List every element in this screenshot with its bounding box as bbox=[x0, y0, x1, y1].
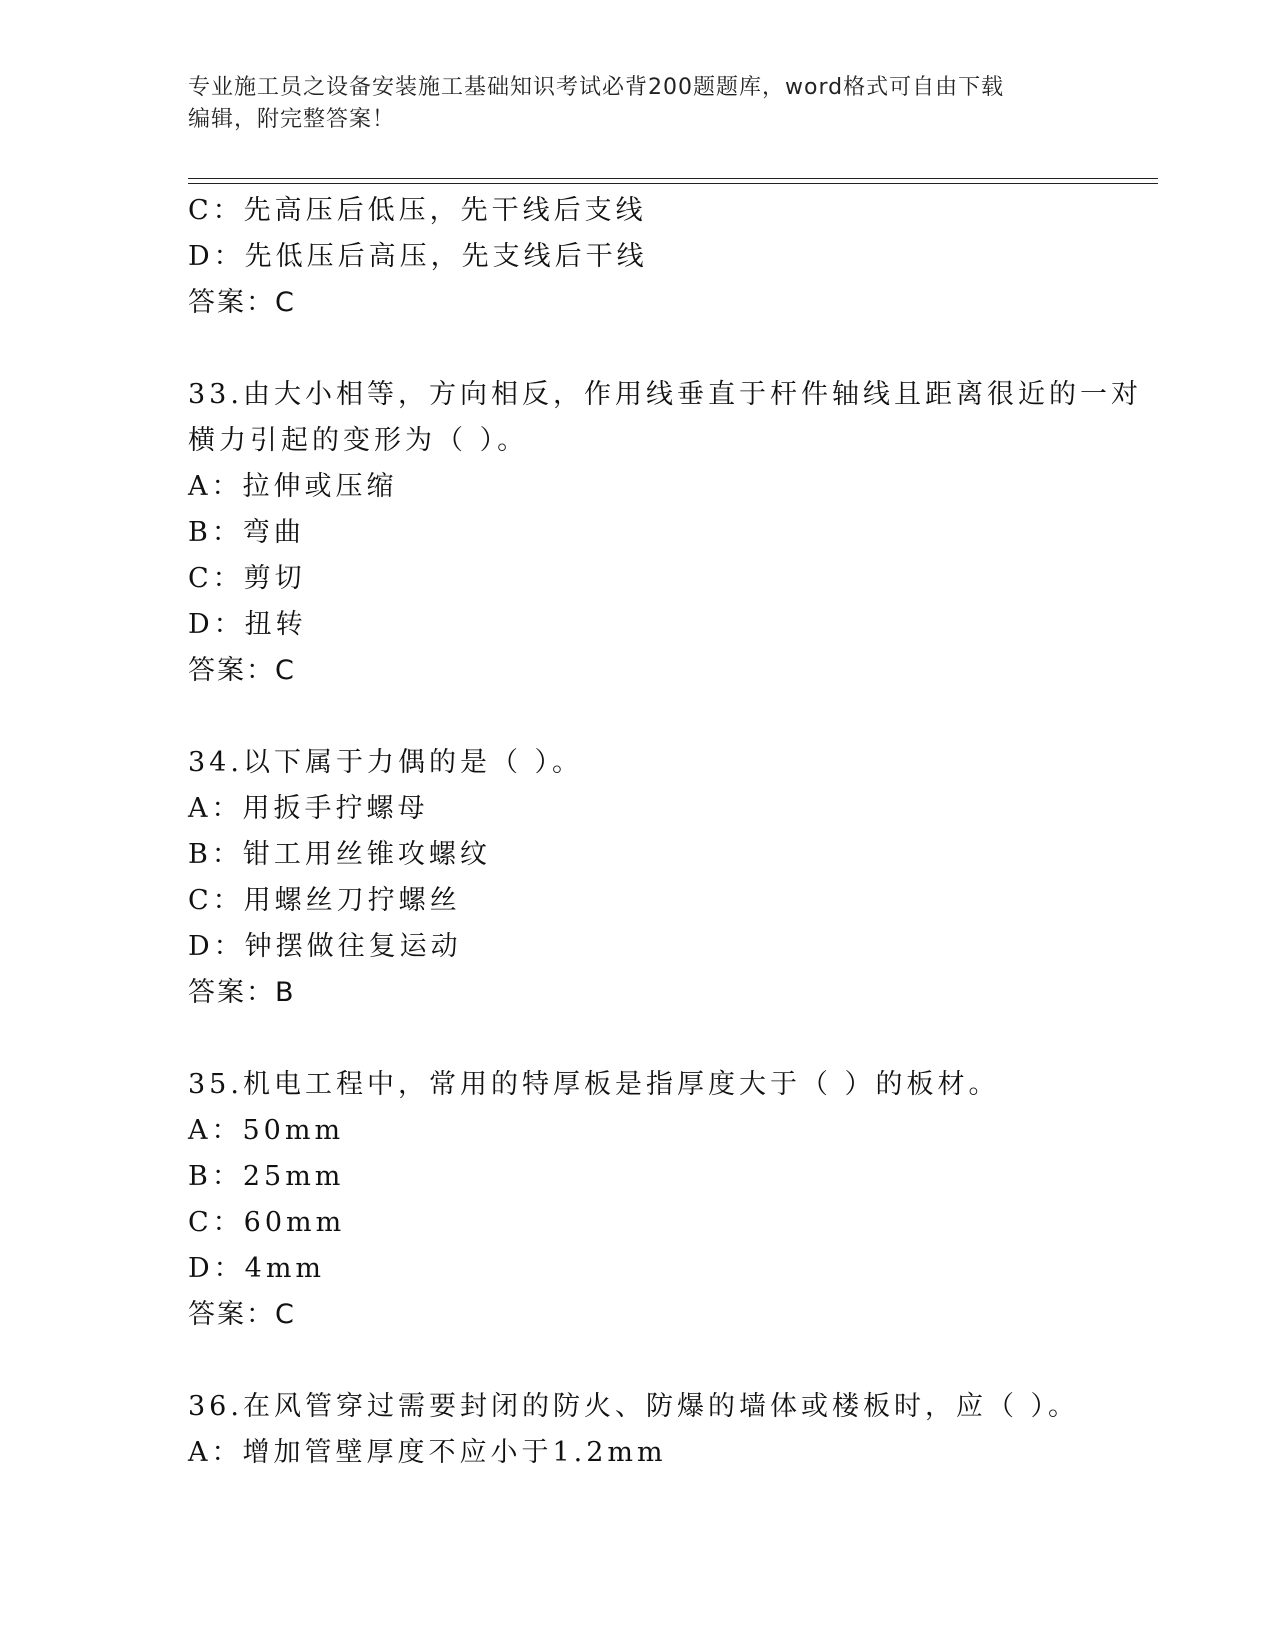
option-a: A：50mm bbox=[188, 1115, 345, 1146]
option-a: A：用扳手拧螺母 bbox=[188, 793, 429, 824]
option-c: C：用螺丝刀拧螺丝 bbox=[188, 885, 461, 916]
option-a: A：拉伸或压缩 bbox=[188, 471, 398, 502]
question-36 bbox=[188, 1384, 1148, 1476]
option-d: D：扭转 bbox=[188, 609, 307, 640]
question-34 bbox=[188, 740, 1148, 1016]
option-b: B：弯曲 bbox=[188, 517, 305, 548]
question-text: 33.由大小相等，方向相反，作用线垂直于杆件轴线且距离很近的一对 bbox=[188, 379, 1142, 410]
option-c: C：先高压后低压，先干线后支线 bbox=[188, 195, 647, 226]
question-35 bbox=[188, 1062, 1148, 1338]
answer: 答案：C bbox=[188, 287, 296, 318]
answer: 答案：C bbox=[188, 1299, 296, 1330]
header-line-2: 编辑，附完整答案！ bbox=[188, 107, 396, 132]
answer: 答案：B bbox=[188, 977, 296, 1008]
question-text: 34.以下属于力偶的是（ ）。 bbox=[188, 747, 584, 778]
document-header bbox=[188, 72, 1088, 136]
answer: 答案：C bbox=[188, 655, 296, 686]
question-list bbox=[188, 188, 1148, 1476]
option-a: A：增加管壁厚度不应小于1.2mm bbox=[188, 1437, 667, 1468]
header-divider-bottom bbox=[188, 183, 1158, 184]
option-b: B：25mm bbox=[188, 1161, 345, 1192]
header-line-1: 专业施工员之设备安装施工基础知识考试必背200题题库，word格式可自由下载 bbox=[188, 75, 1005, 100]
option-d: D：4mm bbox=[188, 1253, 326, 1284]
question-text: 35.机电工程中，常用的特厚板是指厚度大于（ ）的板材。 bbox=[188, 1069, 1000, 1100]
option-b: B：钳工用丝锥攻螺纹 bbox=[188, 839, 491, 870]
question-32-continued bbox=[188, 188, 1148, 326]
header-divider-top bbox=[188, 178, 1158, 179]
option-d: D：先低压后高压，先支线后干线 bbox=[188, 241, 648, 272]
question-text: 36.在风管穿过需要封闭的防火、防爆的墙体或楼板时，应（ ）。 bbox=[188, 1391, 1080, 1422]
option-d: D：钟摆做往复运动 bbox=[188, 931, 462, 962]
option-c: C：剪切 bbox=[188, 563, 306, 594]
question-33 bbox=[188, 372, 1148, 694]
option-c: C：60mm bbox=[188, 1207, 346, 1238]
question-text: 横力引起的变形为（ ）。 bbox=[188, 425, 529, 456]
